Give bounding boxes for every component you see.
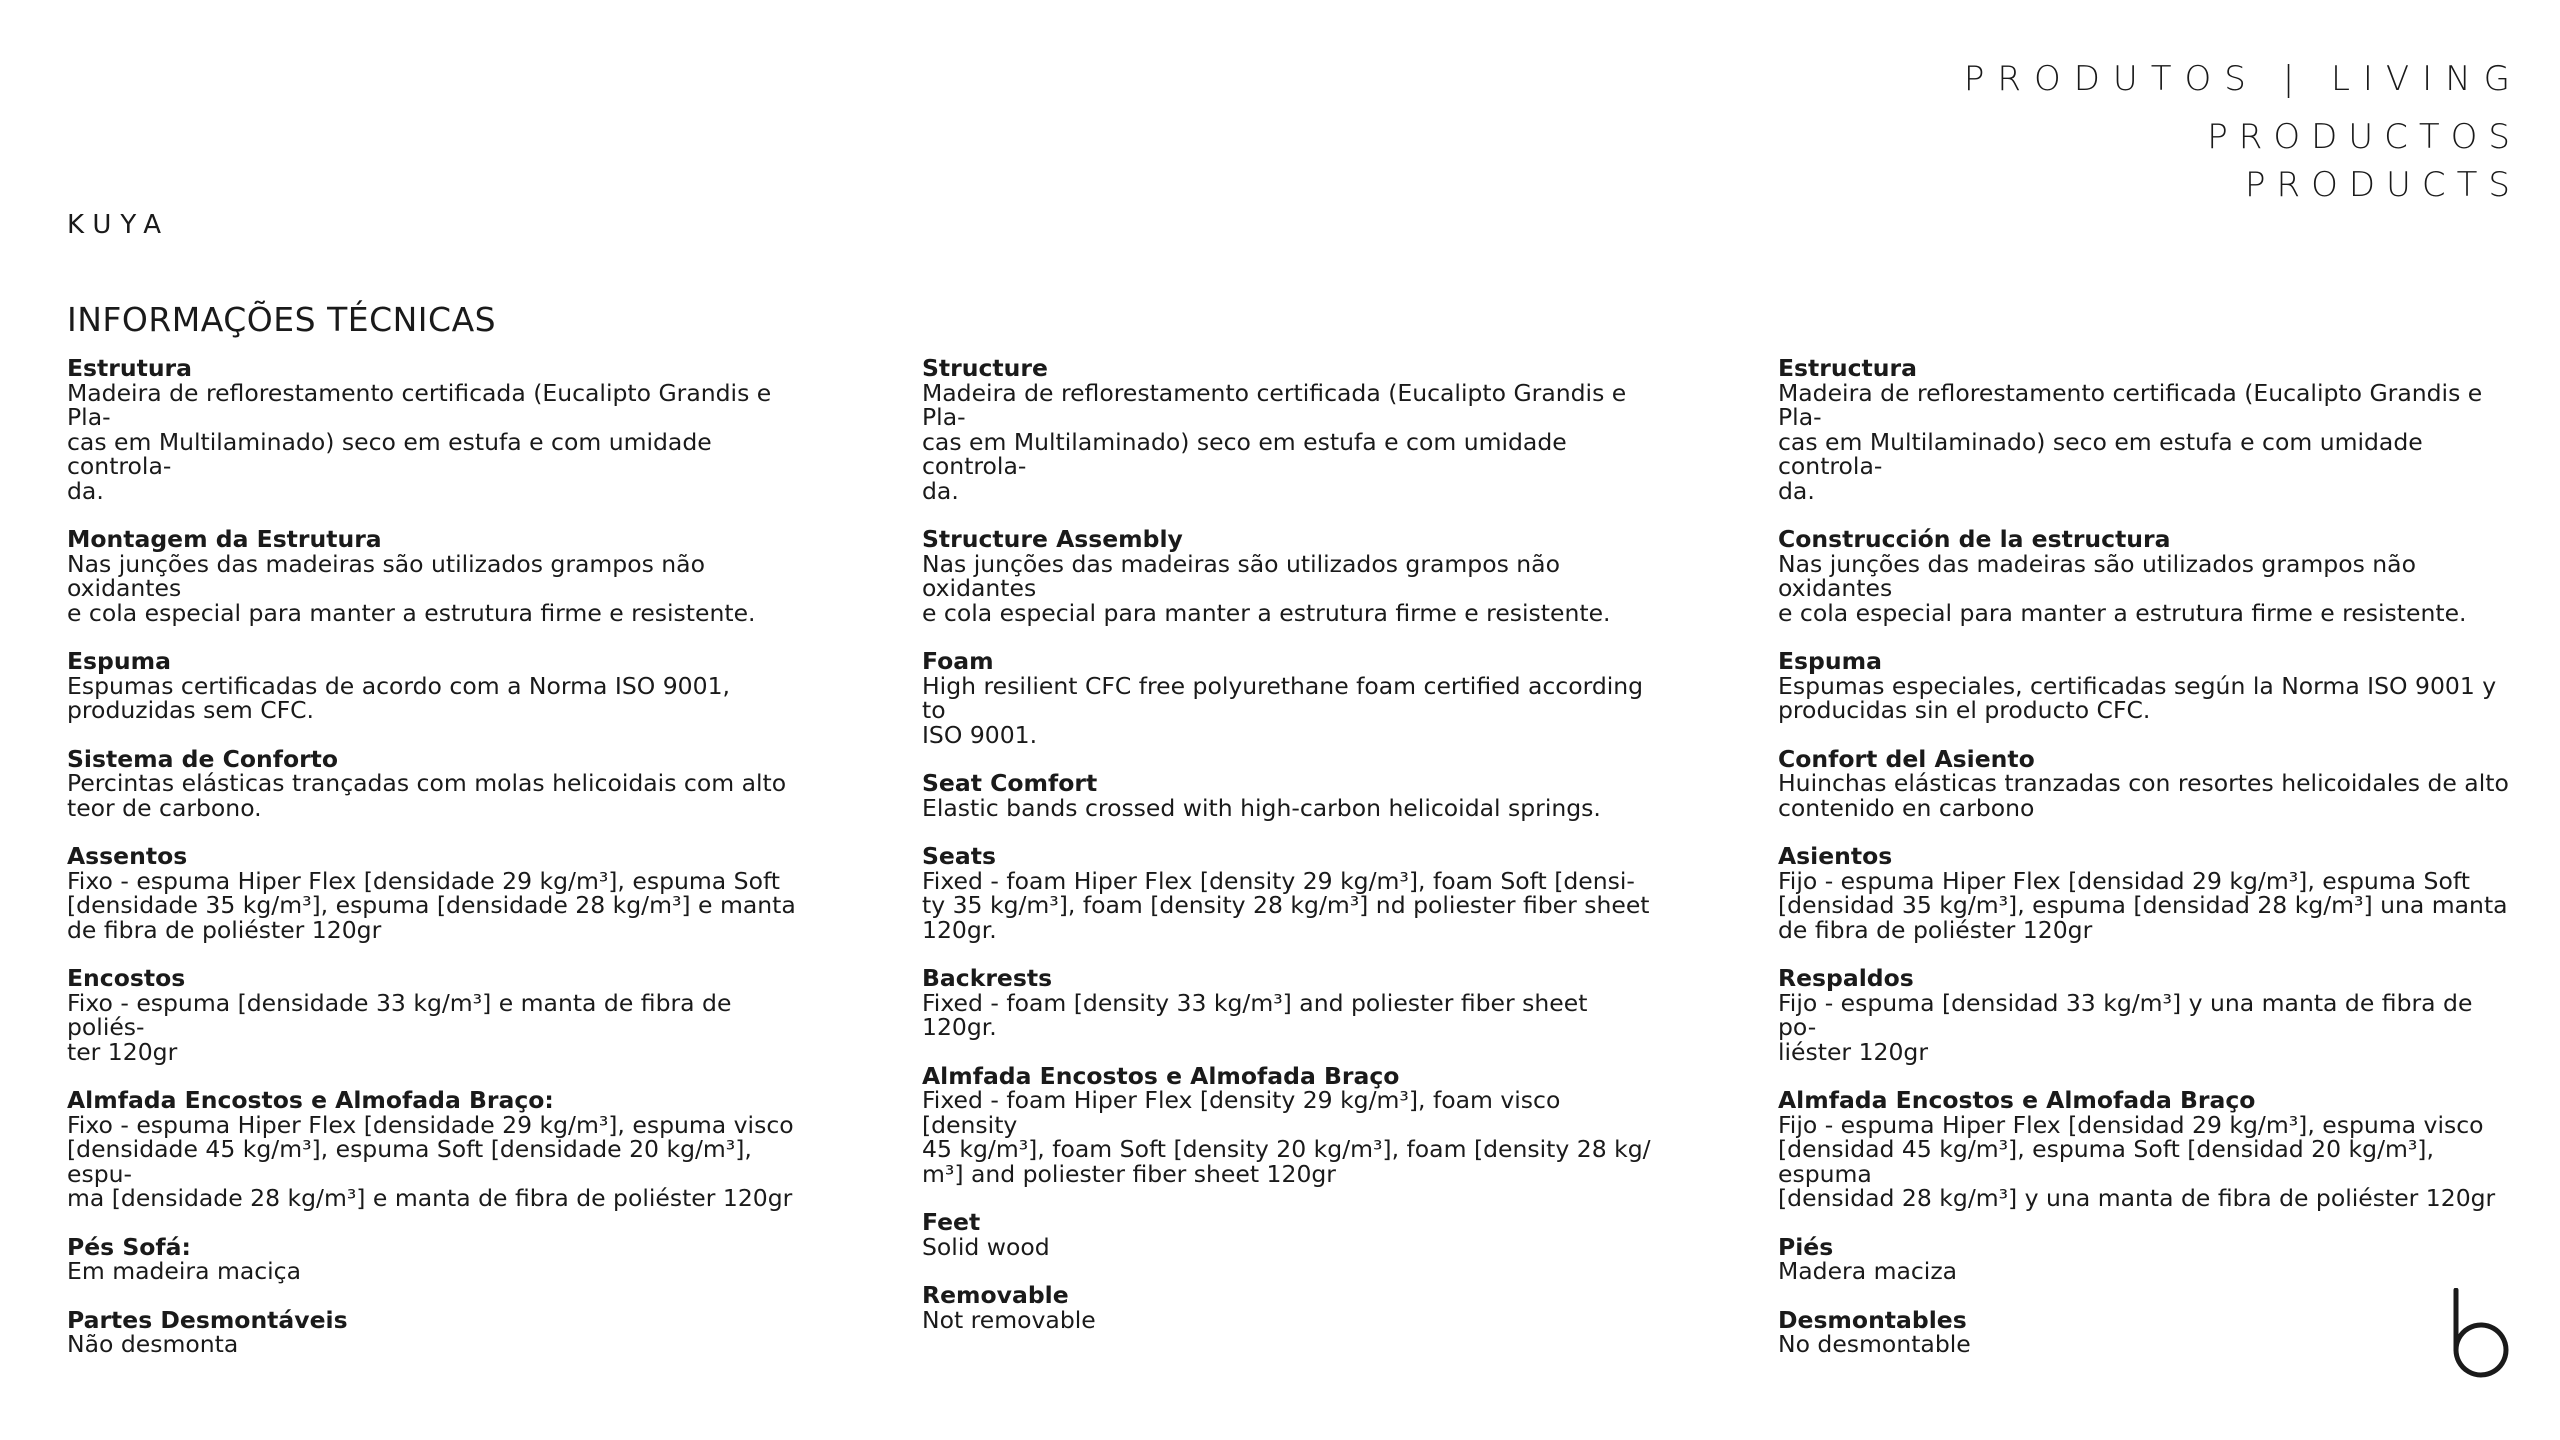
spec-label: Espuma — [1778, 647, 1882, 675]
spec-text: Fixed - foam Hiper Flex [density 29 kg/m³], foam Soft [densi- ty 35 kg/m³], foam [density 28 kg/m³] nd poliester fiber sheet 120gr. — [922, 866, 1650, 944]
spec-label: Seat Comfort — [922, 769, 1098, 797]
spec-block — [922, 649, 1662, 747]
spec-column-spanish — [1778, 356, 2518, 1381]
spec-text: Espumas especiales, certificadas según la Norma ISO 9001 y producidas sin el producto CFC. — [1778, 671, 2497, 724]
spec-text: Fixo - espuma [densidade 33 kg/m³] e manta de fibra de poliés- ter 120gr — [67, 988, 732, 1066]
spec-block — [1778, 844, 2518, 942]
spec-label: Piés — [1778, 1232, 1834, 1261]
spec-text: Madeira de reflorestamento certificada (Eucalipto Grandis e Pla- cas em Multilaminado) seco em estufa e com umidade controla- da. — [922, 378, 1627, 505]
spec-block — [1778, 744, 2518, 822]
spec-label: Desmontables — [1778, 1305, 1967, 1334]
spec-block — [1778, 649, 2518, 723]
catalog-header — [1963, 55, 2523, 209]
spec-label: Assentos — [67, 842, 188, 870]
spec-text: Fijo - espuma Hiper Flex [densidad 29 kg/m³], espuma visco [densidad 45 kg/m³], espuma Soft [densidad 20 kg/m³], espuma [densidad 28 kg/m³] y una manta de fibra de poliéster 120gr — [1778, 1110, 2496, 1212]
spec-label: Respaldos — [1778, 964, 1914, 992]
spec-label: Foam — [922, 647, 994, 675]
spec-column-english — [922, 356, 1662, 1356]
header-category-pt: PRODUTOS | LIVING — [1963, 59, 2523, 99]
spec-label: Estructura — [1778, 354, 1917, 382]
spec-block — [67, 744, 807, 822]
spec-label: Estrutura — [67, 354, 193, 382]
spec-block — [1778, 356, 2518, 503]
spec-label: Confort del Asiento — [1778, 744, 2035, 773]
spec-block — [67, 1232, 807, 1285]
spec-block — [922, 1283, 1662, 1332]
spec-block — [67, 356, 807, 503]
header-category-es: PRODUCTOS — [2207, 117, 2521, 157]
spec-text: Nas junções das madeiras são utilizados grampos não oxidantes e cola especial para manter a estrutura firme e resistente. — [1778, 549, 2467, 627]
spec-label: Sistema de Conforto — [67, 744, 339, 773]
spec-label: Structure — [922, 354, 1048, 382]
spec-text: Solid wood — [922, 1232, 1050, 1261]
spec-label: Pés Sofá: — [67, 1232, 191, 1261]
spec-text: Nas junções das madeiras são utilizados grampos não oxidantes e cola especial para manter a estrutura firme e resistente. — [67, 549, 756, 627]
product-name: KUYA — [67, 210, 171, 240]
spec-label: Montagem da Estrutura — [67, 525, 382, 553]
spec-text: Percintas elásticas trançadas com molas helicoidais com alto teor de carbono. — [67, 769, 787, 822]
spec-text: Madera maciza — [1778, 1257, 1958, 1285]
spec-label: Structure Assembly — [922, 525, 1183, 553]
spec-text: Fixed - foam [density 33 kg/m³] and poliester fiber sheet 120gr. — [922, 988, 1588, 1041]
spec-block — [1778, 1232, 2518, 1285]
header-category-en: PRODUCTS — [2244, 165, 2521, 205]
spec-text: High resilient CFC free polyurethane foam certified according to ISO 9001. — [922, 671, 1644, 749]
spec-block — [67, 527, 807, 625]
spec-label: Feet — [922, 1208, 981, 1236]
spec-text: Madeira de reflorestamento certificada (Eucalipto Grandis e Pla- cas em Multilaminado) seco em estufa e com umidade controla- da. — [67, 378, 772, 505]
spec-text: Huinchas elásticas tranzadas con resortes helicoidales de alto contenido en carbono — [1778, 769, 2509, 822]
spec-block — [67, 844, 807, 942]
spec-block — [1778, 966, 2518, 1064]
spec-block — [922, 356, 1662, 503]
spec-block — [922, 1061, 1662, 1188]
spec-block — [67, 1305, 807, 1358]
spec-text: No desmontable — [1778, 1330, 1971, 1358]
spec-label: Backrests — [922, 964, 1053, 992]
spec-block — [922, 771, 1662, 820]
brand-logo-icon — [2448, 1288, 2510, 1378]
spec-label: Seats — [922, 842, 996, 870]
spec-label: Almfada Encostos e Almofada Braço — [922, 1061, 1400, 1090]
spec-text: Madeira de reflorestamento certificada (Eucalipto Grandis e Pla- cas em Multilaminado) seco em estufa e com umidade controla- da. — [1778, 378, 2483, 505]
spec-column-portuguese — [67, 356, 807, 1381]
spec-block — [1778, 1088, 2518, 1211]
spec-label: Asientos — [1778, 842, 1893, 870]
spec-block — [922, 966, 1662, 1040]
spec-text: Fixo - espuma Hiper Flex [densidade 29 kg/m³], espuma visco [densidade 45 kg/m³], espuma Soft [densidade 20 kg/m³], espu- ma [densidade 28 kg/m³] e manta de fibra de poliéster 120gr — [67, 1110, 794, 1212]
spec-block — [922, 527, 1662, 625]
spec-block — [1778, 1305, 2518, 1358]
spec-label: Removable — [922, 1281, 1069, 1309]
spec-label: Construcción de la estructura — [1778, 525, 2171, 553]
spec-label: Encostos — [67, 964, 186, 992]
spec-block — [922, 844, 1662, 942]
spec-label: Almfada Encostos e Almofada Braço — [1778, 1086, 2256, 1114]
spec-label: Espuma — [67, 647, 171, 675]
spec-block — [67, 1088, 807, 1211]
spec-text: Em madeira maciça — [67, 1257, 302, 1285]
spec-text: Não desmonta — [67, 1330, 239, 1358]
spec-text: Elastic bands crossed with high-carbon helicoidal springs. — [922, 793, 1601, 822]
spec-text: Not removable — [922, 1305, 1096, 1334]
spec-text: Fixed - foam Hiper Flex [density 29 kg/m³], foam visco [density 45 kg/m³], foam Soft [density 20 kg/m³], foam [density 28 kg/ m³] and poliester fiber sheet 120gr — [922, 1086, 1651, 1188]
spec-text: Fixo - espuma Hiper Flex [densidade 29 kg/m³], espuma Soft [densidade 35 kg/m³], espuma [densidade 28 kg/m³] e manta de fibra de poliéster 120gr — [67, 866, 796, 944]
spec-text: Espumas certificadas de acordo com a Norma ISO 9001, produzidas sem CFC. — [67, 671, 730, 724]
spec-label: Almfada Encostos e Almofada Braço: — [67, 1086, 554, 1114]
spec-label: Partes Desmontáveis — [67, 1305, 348, 1334]
spec-text: Fijo - espuma Hiper Flex [densidad 29 kg/m³], espuma Soft [densidad 35 kg/m³], espuma [densidad 28 kg/m³] una manta de fibra de poliéster 120gr — [1778, 866, 2508, 944]
section-title: INFORMAÇÕES TÉCNICAS — [67, 300, 497, 339]
spec-block — [67, 966, 807, 1064]
spec-block — [67, 649, 807, 723]
spec-block — [1778, 527, 2518, 625]
spec-block — [922, 1210, 1662, 1259]
spec-text: Nas junções das madeiras são utilizados grampos não oxidantes e cola especial para manter a estrutura firme e resistente. — [922, 549, 1611, 627]
spec-text: Fijo - espuma [densidad 33 kg/m³] y una manta de fibra de po- liéster 120gr — [1778, 988, 2473, 1066]
